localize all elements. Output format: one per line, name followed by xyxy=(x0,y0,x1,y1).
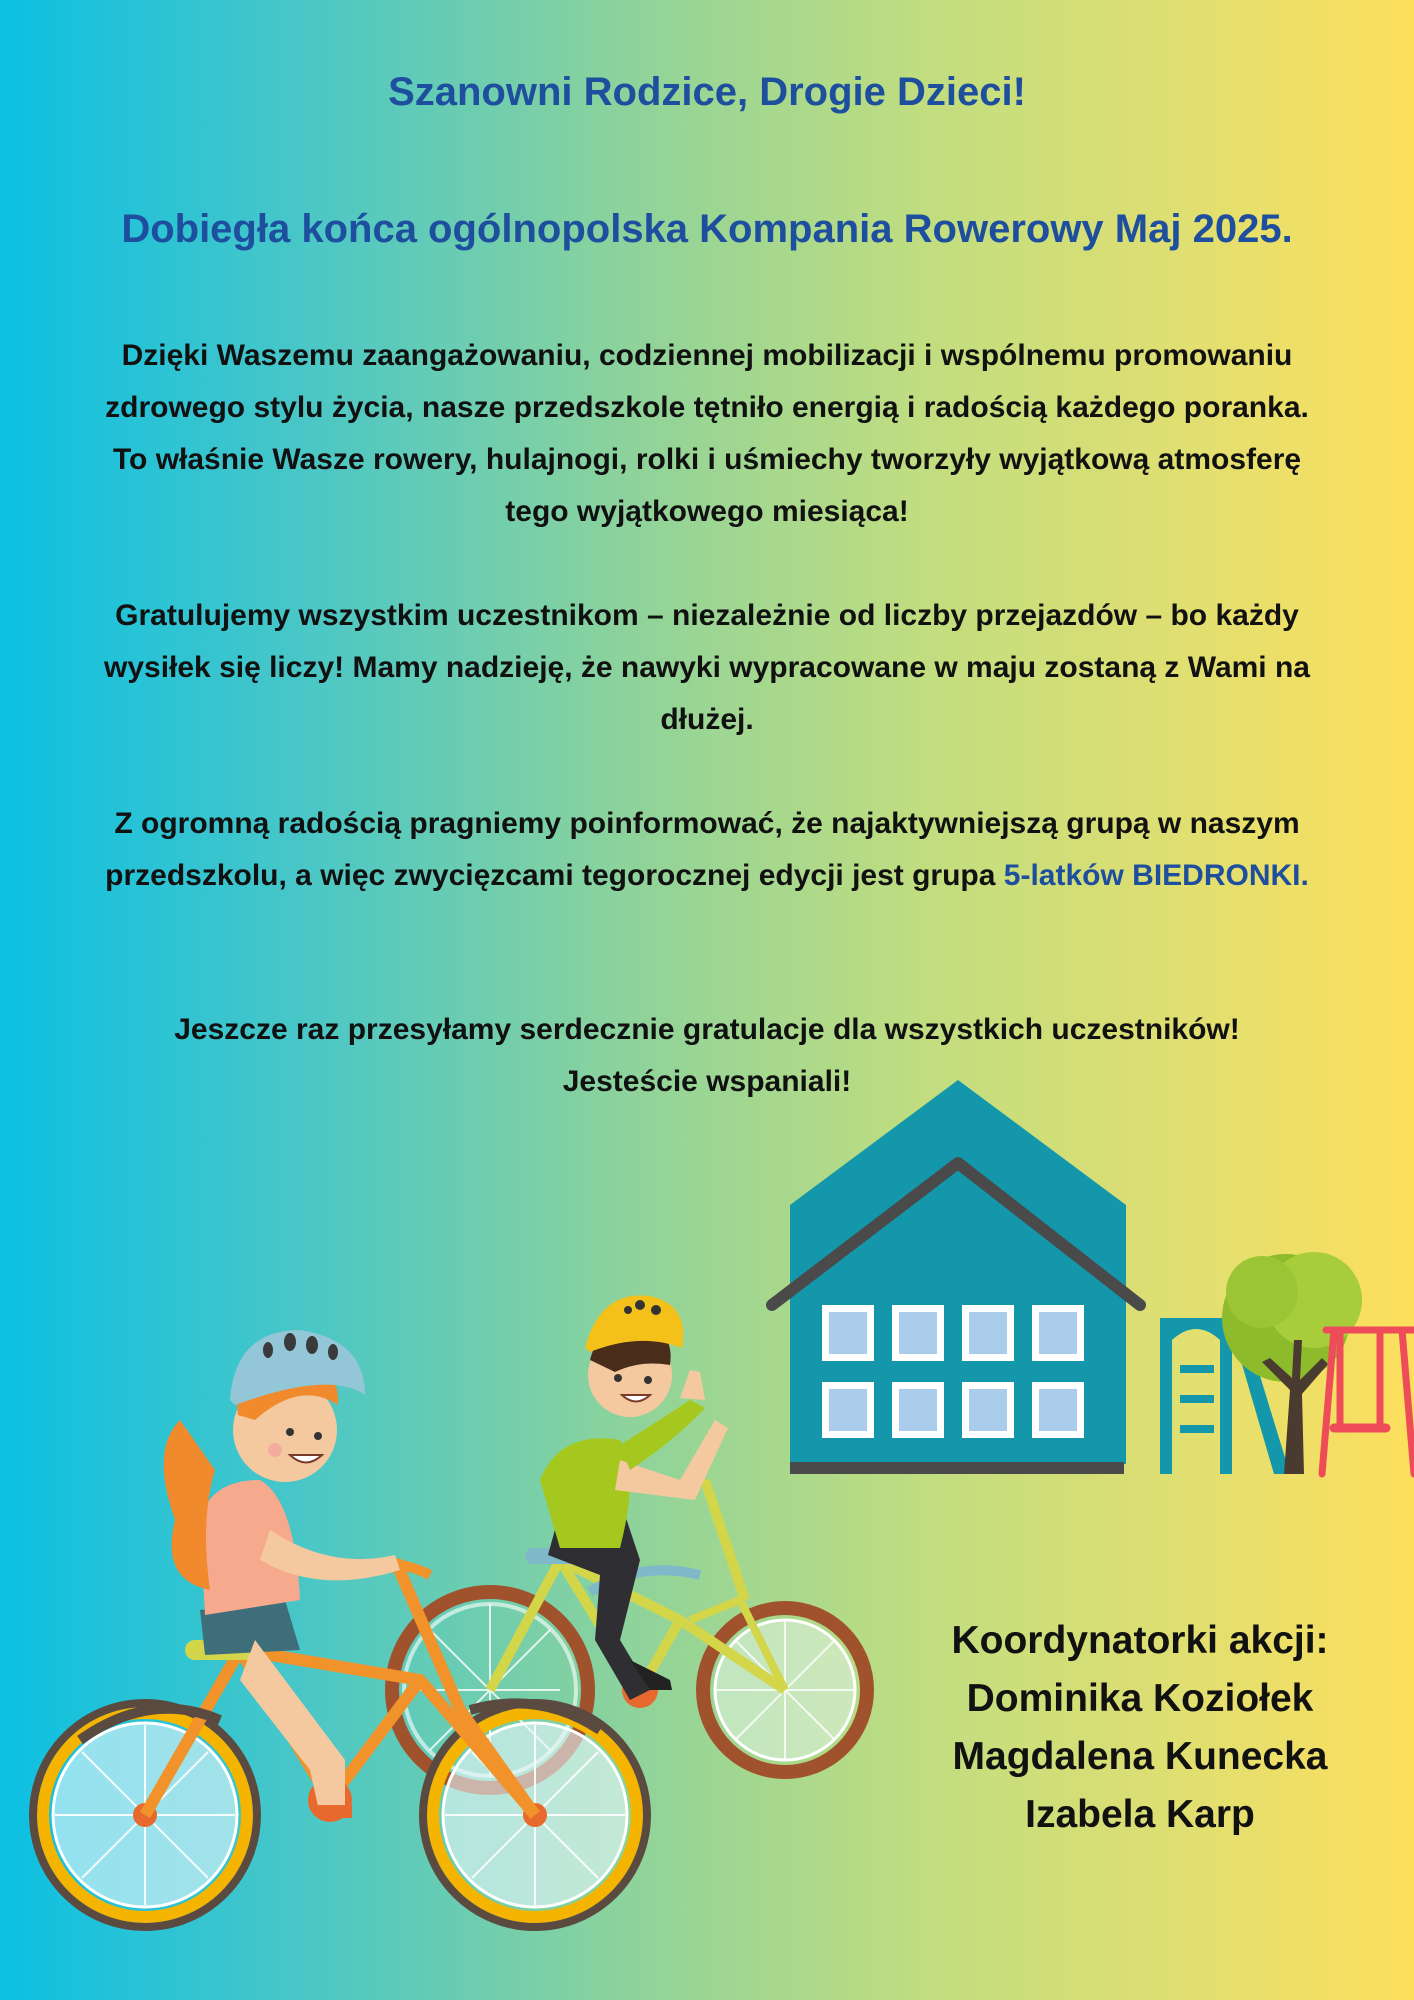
text-span: przedszkolu, a więc zwycięzcami tegorocznej edycji jest grupa xyxy=(105,859,996,892)
text-line: Gratulujemy wszystkim uczestnikom – niezależnie od liczby przejazdów – bo każdy xyxy=(115,599,1299,632)
text-line: To właśnie Wasze rowery, hulajnogi, rolki i uśmiechy tworzyły wyjątkową atmosferę xyxy=(112,443,1302,476)
announcement-heading: Dobiegła końca ogólnopolska Kompania Rowerowy Maj 2025. xyxy=(121,207,1293,251)
text-line: Jesteście wspaniali! xyxy=(562,1065,852,1098)
house-icon xyxy=(768,1080,1142,1474)
coordinator-name: Magdalena Kunecka xyxy=(952,1735,1328,1778)
coordinators-block xyxy=(925,1612,1355,1844)
girl-on-bike-icon xyxy=(33,1330,647,1927)
text-line: Jeszcze raz przesyłamy serdecznie gratulacje dla wszystkich uczestników! xyxy=(174,1013,1240,1046)
text-line: tego wyjątkowego miesiąca! xyxy=(505,495,909,528)
greeting-heading: Szanowni Rodzice, Drogie Dzieci! xyxy=(388,70,1026,114)
coordinator-name: Dominika Koziołek xyxy=(966,1677,1314,1720)
text-line: Dzięki Waszemu zaangażowaniu, codziennej mobilizacji i wspólnemu promowaniu xyxy=(121,339,1293,372)
coordinators-heading: Koordynatorki akcji: xyxy=(951,1619,1329,1662)
winner-group: 5-latków BIEDRONKI. xyxy=(1003,859,1309,892)
text-line: wysiłek się liczy! Mamy nadzieję, że nawyki wypracowane w maju zostaną z Wami na xyxy=(103,651,1310,684)
text-line: zdrowego stylu życia, nasze przedszkole tętniło energią i radością każdego poranka. xyxy=(105,391,1309,424)
coordinator-name: Izabela Karp xyxy=(1025,1793,1255,1836)
text-line: dłużej. xyxy=(660,703,754,736)
text-line: Z ogromną radością pragniemy poinformować, że najaktywniejszą grupą w naszym xyxy=(114,807,1300,840)
